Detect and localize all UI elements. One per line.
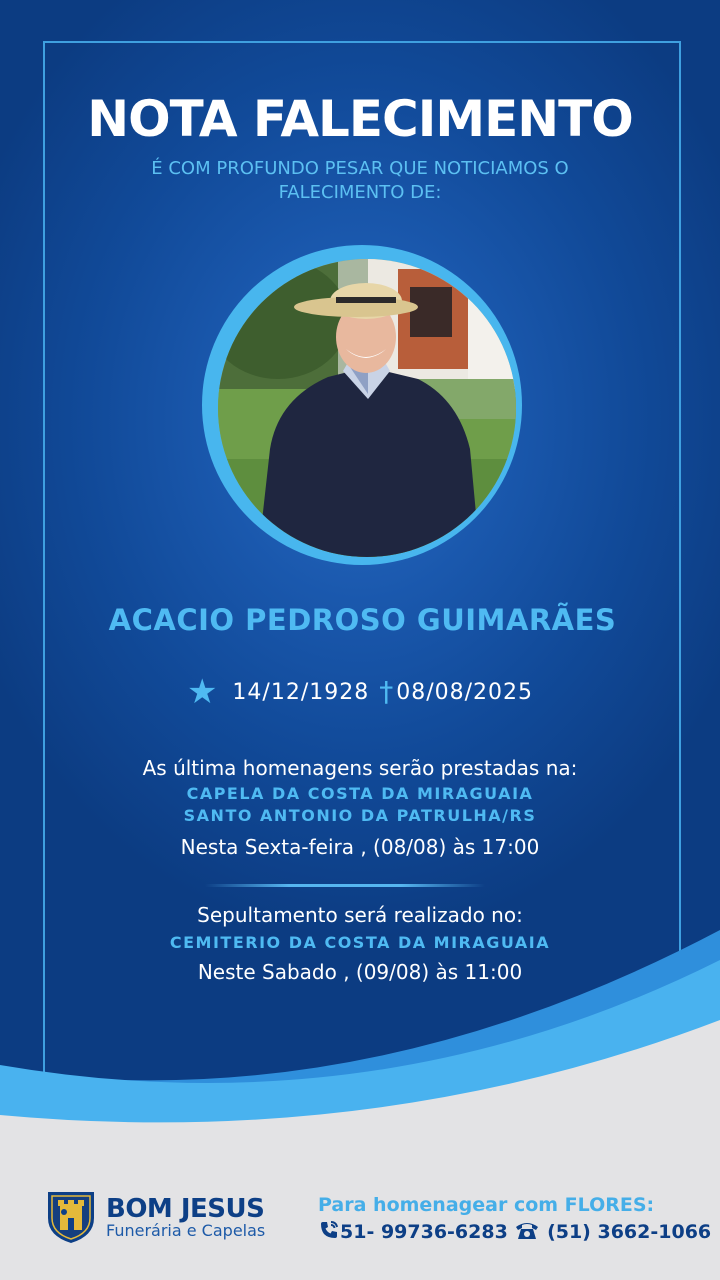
burial-intro: Sepultamento será realizado no:	[197, 903, 523, 927]
death-date: 08/08/2025	[396, 680, 534, 705]
deceased-name: ACACIO PEDROSO GUIMARÃES	[108, 603, 617, 637]
landline-phone-number[interactable]: (51) 3662-1066	[547, 1221, 712, 1243]
life-dates	[0, 672, 720, 712]
phone-numbers	[318, 1219, 711, 1246]
portrait-illustration	[218, 259, 516, 557]
subtitle-line-1: É COM PROFUNDO PESAR QUE NOTICIAMOS O	[151, 158, 569, 179]
section-divider	[205, 884, 485, 887]
birth-date: 14/12/1928	[232, 680, 370, 705]
subtitle-line-2: FALECIMENTO DE:	[278, 182, 442, 203]
mobile-phone-number[interactable]: 51- 99736-6283	[340, 1221, 508, 1243]
telephone-icon	[514, 1219, 540, 1246]
burial-time: Neste Sabado , (09/08) às 11:00	[197, 960, 523, 984]
brand-name: BOM JESUS	[106, 1194, 265, 1224]
page-title: NOTA FALECIMENTO	[87, 90, 633, 148]
burial-place: CEMITERIO DA COSTA DA MIRAGUAIA	[169, 933, 551, 952]
subtitle	[110, 157, 610, 205]
star-icon: ★	[186, 672, 219, 712]
wake-time: Nesta Sexta-feira , (08/08) às 17:00	[180, 835, 540, 859]
flowers-label: Para homenagear com FLORES:	[318, 1194, 655, 1216]
wake-place-line-1: CAPELA DA COSTA DA MIRAGUAIA	[186, 784, 534, 803]
castle-shield-logo	[46, 1188, 96, 1248]
whatsapp-phone-icon	[318, 1219, 340, 1246]
wake-intro: As última homenagens serão prestadas na:	[142, 756, 578, 780]
brand-subtitle: Funerária e Capelas	[106, 1221, 266, 1240]
cross-icon: †	[379, 675, 395, 708]
deceased-photo	[218, 259, 516, 557]
wake-place-line-2: SANTO ANTONIO DA PATRULHA/RS	[183, 806, 537, 825]
